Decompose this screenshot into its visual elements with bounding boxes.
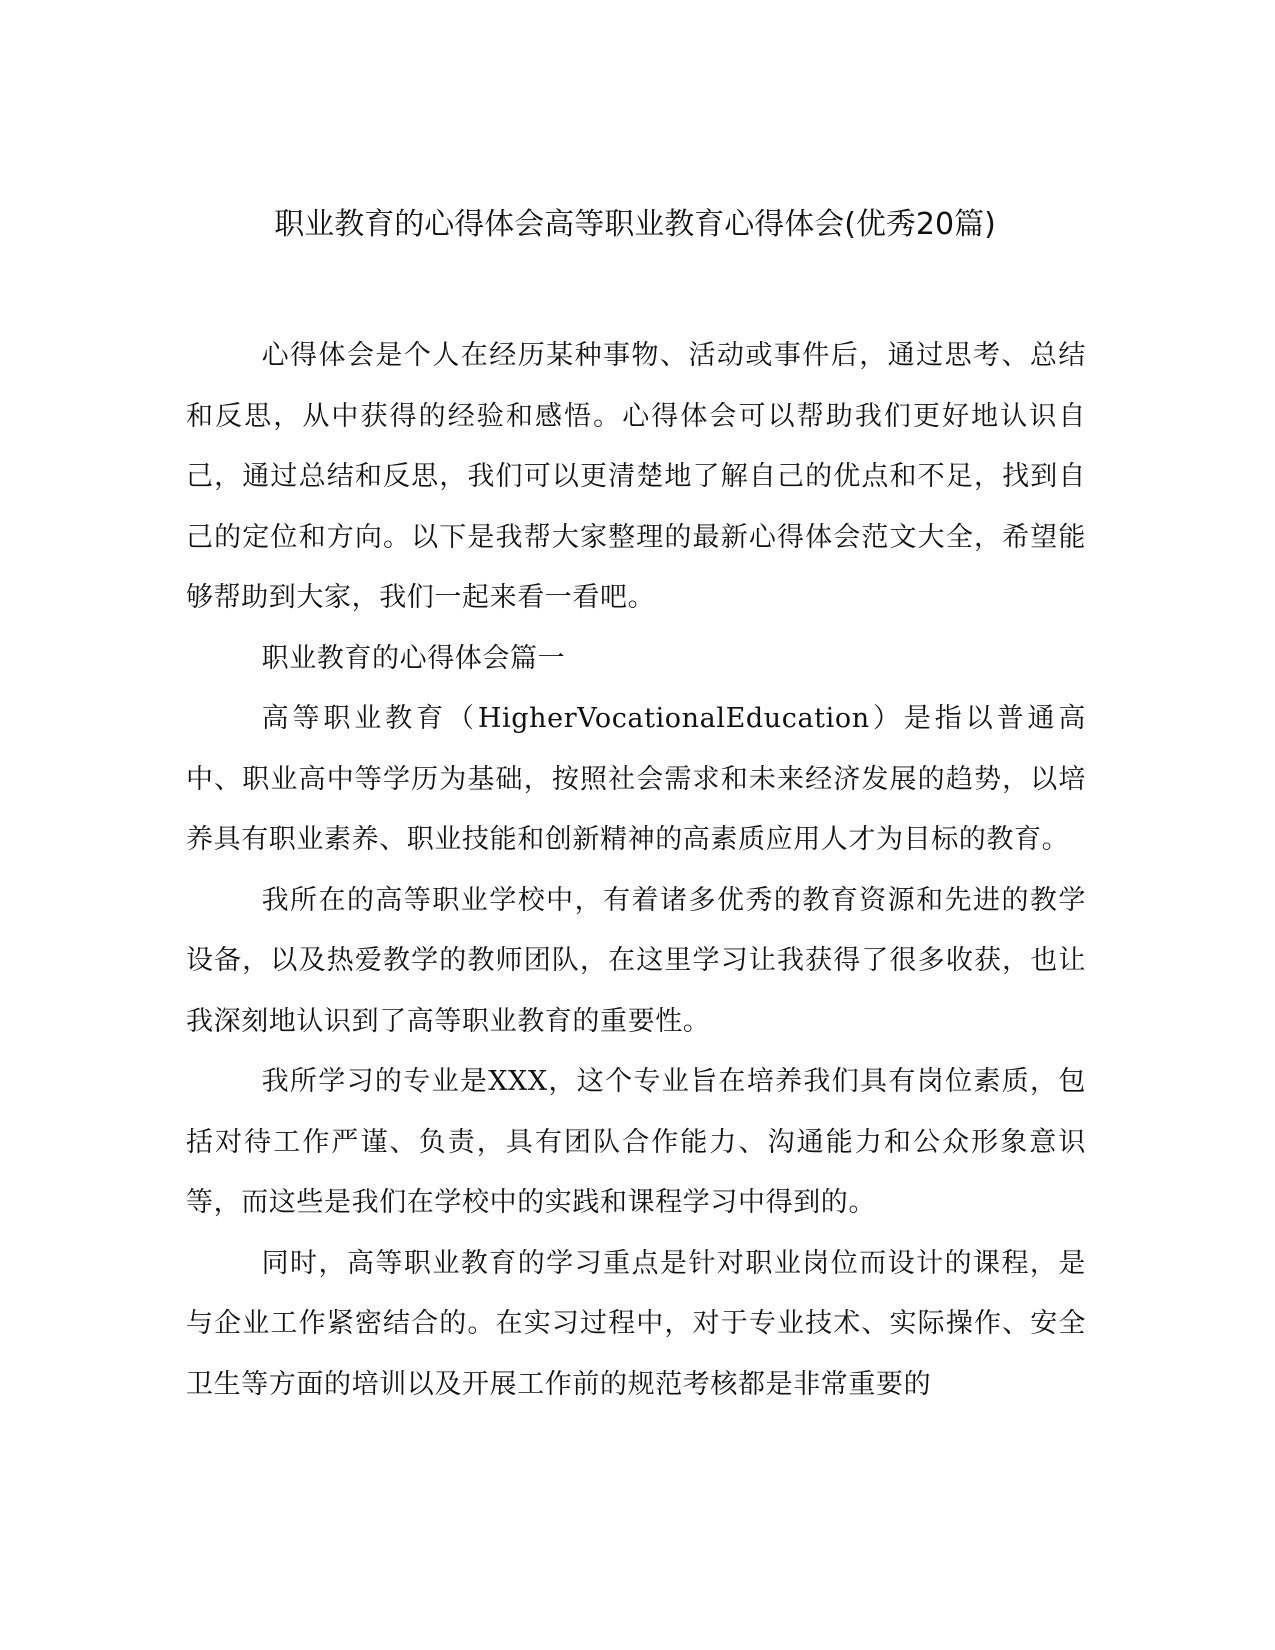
section-heading: 职业教育的心得体会篇一: [261, 642, 566, 674]
paragraph-definition: 高等职业教育（HigherVocationalEducation）是指以普通高中、职业高中等学历为基础，按照社会需求和未来经济发展的趋势，以培养具有职业素养、职业技能和创新精神的高素质应用人才为目标的教育。: [186, 703, 1086, 855]
paragraph-intro: 心得体会是个人在经历某种事物、活动或事件后，通过思考、总结和反思，从中获得的经验和感悟。心得体会可以帮助我们更好地认识自己，通过总结和反思，我们可以更清楚地了解自己的优点和不足，找到自己的定位和方向。以下是我帮大家整理的最新心得体会范文大全，希望能够帮助到大家，我们一起来看一看吧。: [186, 340, 1086, 613]
paragraph-school: 我所在的高等职业学校中，有着诸多优秀的教育资源和先进的教学设备，以及热爱教学的教师团队，在这里学习让我获得了很多收获，也让我深刻地认识到了高等职业教育的重要性。: [186, 884, 1086, 1037]
document-body: [186, 326, 1086, 1415]
document-title: 职业教育的心得体会高等职业教育心得体会(优秀20篇): [274, 207, 996, 242]
paragraph-major: 我所学习的专业是XXX，这个专业旨在培养我们具有岗位素质，包括对待工作严谨、负责，具有团队合作能力、沟通能力和公众形象意识等，而这些是我们在学校中的实践和课程学习中得到的。: [186, 1066, 1086, 1218]
paragraph-curriculum: 同时，高等职业教育的学习重点是针对职业岗位而设计的课程，是与企业工作紧密结合的。在实习过程中，对于专业技术、实际操作、安全卫生等方面的培训以及开展工作前的规范考核都是非常重要的: [186, 1247, 1086, 1400]
